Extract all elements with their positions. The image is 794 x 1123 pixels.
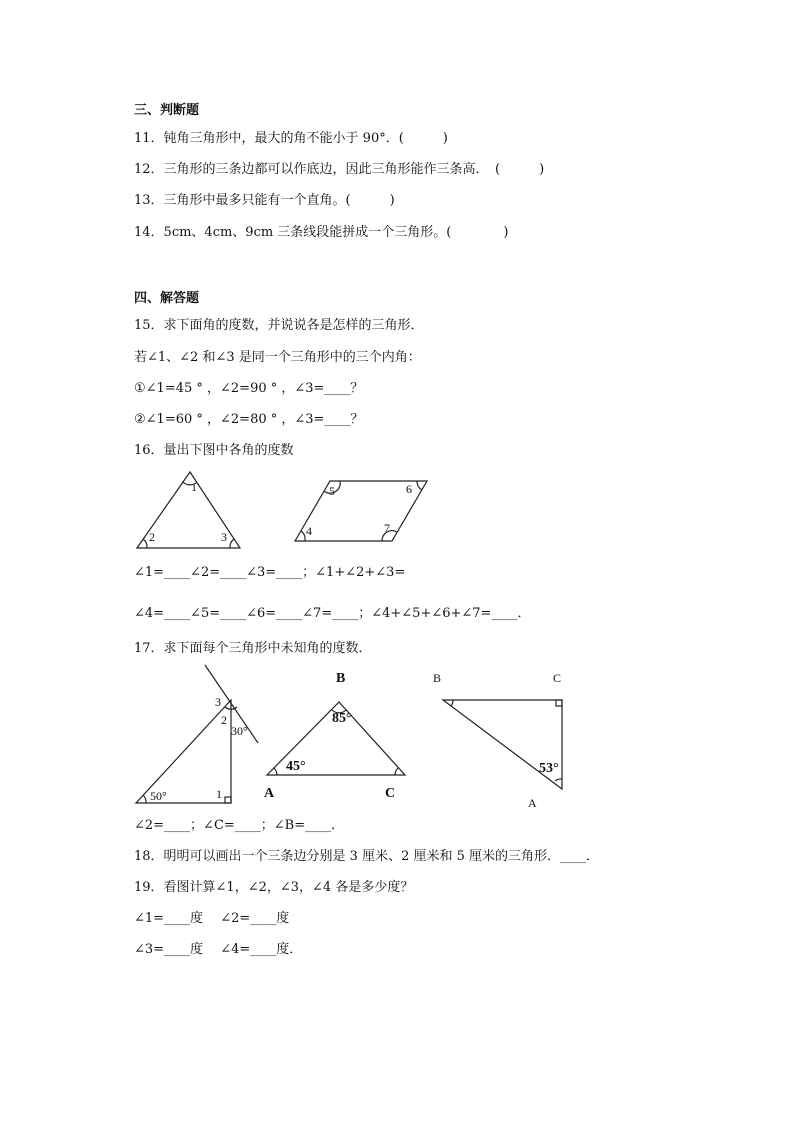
t3-label-b: B	[433, 671, 442, 685]
t2-label-c: C	[385, 786, 396, 801]
angle-arc-c2	[395, 768, 398, 775]
t1-label-2: 2	[221, 713, 227, 727]
section-3-heading: 三、判断题	[134, 103, 200, 118]
fig16-label-1: 1	[191, 480, 197, 494]
question-15: 15．求下面角的度数，并说说各是怎样的三角形．	[134, 318, 424, 333]
question-17: 17．求下面每个三角形中未知角的度数．	[134, 641, 372, 656]
question-16: 16．量出下图中各角的度数	[134, 443, 294, 458]
t3-angle-53: 53°	[539, 761, 559, 776]
t2-angle-45: 45°	[286, 759, 306, 774]
question-17-answer: ∠2=____；∠C=____；∠B=____．	[134, 818, 345, 833]
t1-label-1: 1	[216, 787, 222, 801]
t3-label-c: C	[553, 671, 562, 685]
question-15-part-1: ①∠1=45 ° ，∠2=90 ° ，∠3=____？	[134, 381, 364, 396]
fig16-label-7: 7	[384, 521, 390, 535]
angle-arc-b3	[451, 700, 453, 706]
fig16-label-6: 6	[406, 482, 412, 496]
right-angle-mark-3	[556, 700, 562, 706]
question-14: 14．5cm、4cm、9cm 三条线段能拼成一个三角形。( )	[134, 225, 509, 240]
question-13: 13．三角形中最多只能有一个直角。( )	[134, 193, 395, 208]
t2-angle-85: 85°	[332, 711, 352, 726]
right-angle-mark-1	[225, 797, 231, 803]
question-15-intro: 若∠1、∠2 和∠3 是同一个三角形中的三个内角：	[134, 350, 421, 365]
fig16-label-4: 4	[306, 524, 312, 538]
question-16-answer-a: ∠1=____∠2=____∠3=____；∠1+∠2+∠3=	[134, 565, 406, 580]
question-15-part-2: ②∠1=60 ° ，∠2=80 ° ，∠3=____？	[134, 412, 364, 427]
angle-arc-45	[274, 768, 277, 775]
angle-arc-53	[555, 779, 562, 781]
angle-arc-50	[143, 795, 146, 803]
question-16-answer-b: ∠4=____∠5=____∠6=____∠7=____；∠4+∠5+∠6+∠7=____．	[134, 606, 531, 621]
t1-angle-50: 50°	[150, 789, 167, 803]
fig16-label-2: 2	[149, 530, 155, 544]
question-18: 18．明明可以画出一个三条边分别是 3 厘米、2 厘米和 5 厘米的三角形．____．	[134, 849, 600, 864]
question-19-answer-a: ∠1=____度 ∠2=____度	[134, 911, 290, 926]
question-19: 19．看图计算∠1，∠2，∠3，∠4 各是多少度？	[134, 880, 414, 895]
t1-label-3: 3	[215, 695, 221, 709]
t2-label-a: A	[264, 786, 275, 801]
fig16-label-5: 5	[329, 484, 335, 498]
question-19-answer-b: ∠3=____度 ∠4=____度．	[134, 942, 303, 957]
t3-label-a: A	[528, 796, 537, 810]
t2-label-b: B	[336, 671, 346, 686]
question-11: 11．钝角三角形中，最大的角不能小于 90°．( )	[134, 131, 448, 146]
section-4-heading: 四、解答题	[134, 291, 200, 306]
question-12: 12．三角形的三条边都可以作底边，因此三角形能作三条高． ( )	[134, 162, 545, 177]
fig16-label-3: 3	[221, 530, 227, 544]
t1-angle-30: 30°	[231, 724, 248, 738]
